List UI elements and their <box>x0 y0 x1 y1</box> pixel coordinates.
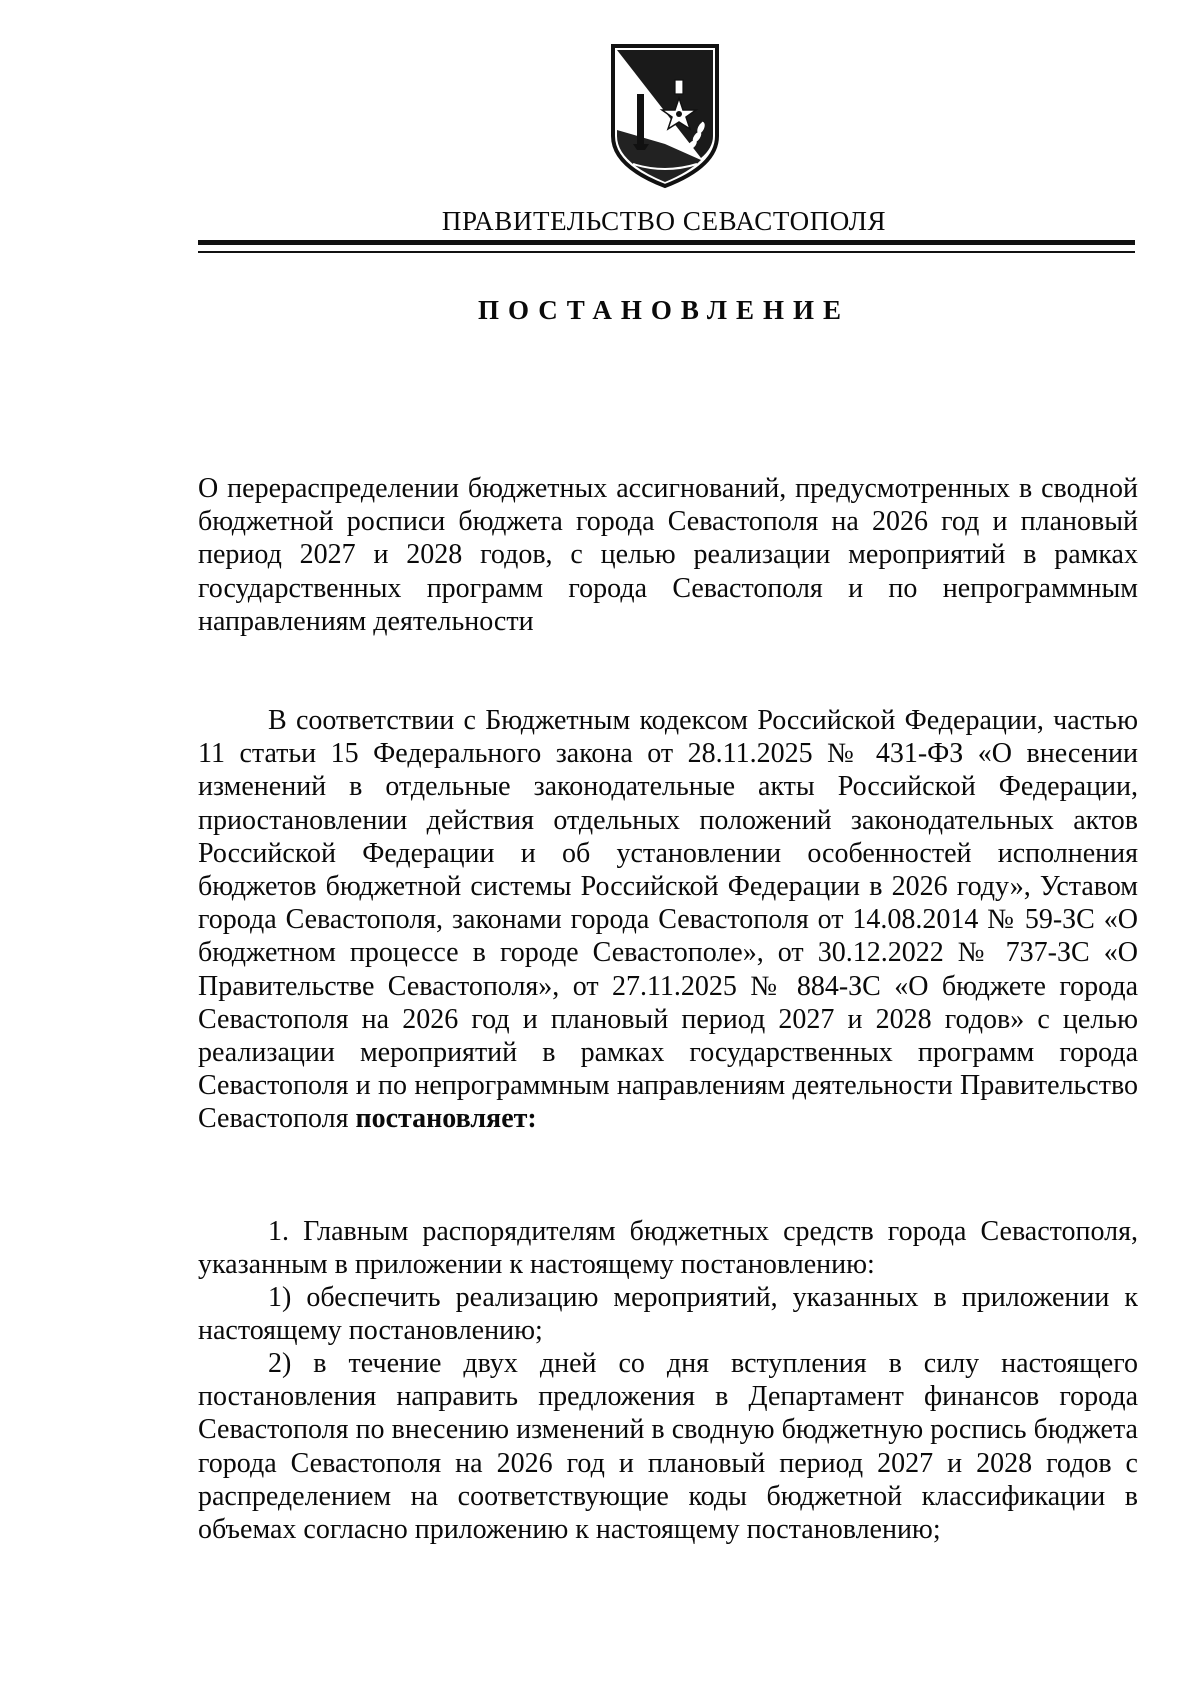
item-1-subitem-1: 1) обеспечить реализацию мероприятий, указанных в приложении к настоящему постановлению; <box>198 1282 1138 1347</box>
resolves-word: постановляет: <box>355 1103 537 1135</box>
sevastopol-coat-of-arms-icon <box>605 40 725 190</box>
government-name: ПРАВИТЕЛЬСТВО СЕВАСТОПОЛЯ <box>441 206 887 236</box>
preamble-text: В соответствии с Бюджетным кодексом Российской Федерации, частью 11 статьи 15 Федерального закона от 28.11.2025 № 431-ФЗ «О внесении изменений в отдельные законодательные акты Российской Федерации, приостановлении действия отдельных положений законодательных актов Российской Федерации и об установлении особенностей исполнения бюджетов бюджетной системы Российской Федерации в 2026 году», Уставом города Севастополя, законами города Севастополя от 14.08.2014 № 59-ЗС «О бюджетном процессе в городе Севастополе», от 30.12.2022 № 737-ЗС «О Правительстве Севастополя», от 27.11.2025 № 884-ЗС «О бюджете города Севастополя на 2026 год и плановый период 2027 и 2028 годов» с целью реализации мероприятий в рамках государственных программ города Севастополя и по непрограммным направлениям деятельности Правительство Севастополя <box>198 705 1138 1135</box>
item-1: 1. Главным распорядителям бюджетных средств города Севастополя, указанным в приложении к настоящему постановлению: <box>198 1216 1138 1281</box>
header-divider-thick <box>198 240 1135 245</box>
resolution-subject: О перераспределении бюджетных ассигнований, предусмотренных в сводной бюджетной росписи бюджета города Севастополя на 2026 год и плановый период 2027 и 2028 годов, с целью реализации мероприятий в рамках государственных программ города Севастополя и по непрограммным направлениям деятельности <box>198 473 1138 637</box>
document-type-title: ПОСТАНОВЛЕНИЕ <box>477 295 851 325</box>
header-divider-thin <box>198 251 1135 253</box>
preamble-paragraph <box>198 704 1138 1136</box>
item-1-subitem-2: 2) в течение двух дней со дня вступления в силу настоящего постановления направить предложения в Департамент финансов города Севастополя по внесению изменений в сводную бюджетную роспись бюджета города Севастополя на 2026 год и плановый период 2027 и 2028 годов с распределением на соответствующие коды бюджетной классификации в объемах согласно приложению к настоящему постановлению; <box>198 1348 1138 1546</box>
